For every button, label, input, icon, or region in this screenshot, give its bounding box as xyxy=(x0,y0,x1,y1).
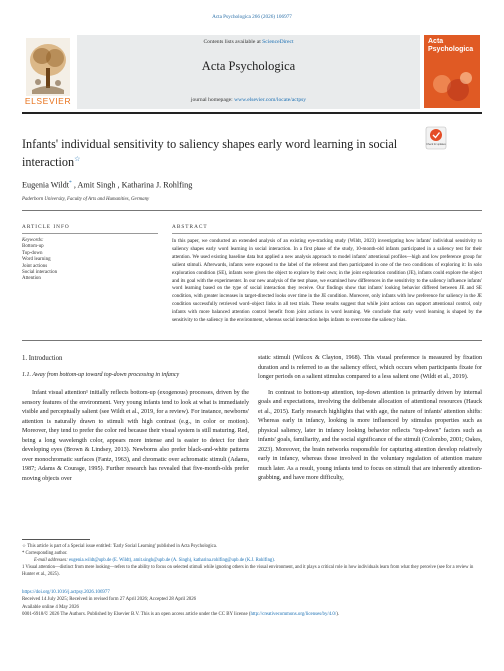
homepage-link[interactable]: www.elsevier.com/locate/actpsy xyxy=(234,97,307,103)
check-for-updates-icon[interactable] xyxy=(425,126,447,150)
email-addresses[interactable]: eugenia.wildt@upb.de (E. Wildt), amit.singh@upb.de (A. Singh), katharina.rohlfing@upb.de (K.J. Rohlfing). xyxy=(68,558,275,564)
footnotes xyxy=(22,543,482,578)
author-1-mark[interactable]: * xyxy=(69,180,72,186)
abstract-rule xyxy=(172,233,482,234)
keyword: Top-down xyxy=(22,250,43,256)
title-footnote-mark[interactable]: ☆ xyxy=(74,154,81,163)
check-updates-label: Check for updates xyxy=(426,143,446,146)
subsection-title: 1.1. Away from bottom-up toward top-down processing in infancy xyxy=(22,372,180,378)
cover-artwork xyxy=(430,70,474,104)
article-title-text: Infants' individual sensitivity to saliency shapes early word learning in social interaction xyxy=(22,137,398,169)
footnote-1: 1 Visual attention—distinct from mere looking—refers to the ability to focus on selected stimuli while ignoring others in the visual environment, and it plays a critical role in how individuals learn from what they perceive (see for a review in Hunter et al., 2025). xyxy=(22,565,474,578)
affiliation: Paderborn University, Faculty of Arts and Humanities, Germany xyxy=(22,197,150,202)
footnote-rule xyxy=(22,539,90,540)
email-label: E-mail addresses: xyxy=(34,558,69,564)
header-rule xyxy=(22,112,482,114)
keyword: Social interaction xyxy=(22,270,58,276)
received-dates: Received 14 July 2025; Received in revised form 27 April 2026; Accepted 28 April 2026 xyxy=(22,597,197,603)
cover-title-text: Acta Psychologica xyxy=(428,38,474,53)
publication-info xyxy=(22,589,482,619)
body-column-left xyxy=(22,389,249,484)
abstract-text: In this paper, we conducted an extended analysis of an existing eye-tracking study (Wildt, 2023) investigating how infants' individual sensitivity to saliency shapes early word learning in social interaction. In a first phase of the study, 10-month-old infants participated in a saliency test for their attention. We used existing baseline data but applied a new analysis approach to model infants' attentional profiles—high and low preference group for salient stimuli. Afterwards, infants were exposed to the label of the referent and then participated in one of the two conditions of exploring it: In solo exploration condition (SE), infants were given the object to explore by their own; in the joint exploration condition (JE), infants could explore the object and its goal with the experimenter. In our new analysis of the test phase, we examined how differences in the sensitivity to the saliency influence infants' word learning based on the type of social interaction they receive. Our findings show that infants' looking behavior differed between JE and SE condition, with greater increases in target-directed looks over time in the JE condition. Moreover, only infants with low preference for saliency in the JE condition successfully retrieved word–object links in all test trials. These results suggest that while joint actions can support attentional control, only infants with more balanced attention control benefit from joint actions in word learning. We conclude that early word learning is shaped by the sensitivity to the saliency in the environment, whereas social interaction helps infants to overcome the saliency bias. xyxy=(172,238,482,324)
article-title xyxy=(22,137,402,169)
footnote-corresponding: * Corresponding author. xyxy=(22,551,68,557)
journal-reference[interactable]: Acta Psychologica 266 (2026) 106977 xyxy=(212,14,292,20)
keywords-label: Keywords: xyxy=(22,238,44,243)
license-suffix: ). xyxy=(336,612,340,618)
footnote-emails xyxy=(22,557,482,564)
doi-link[interactable]: https://doi.org/10.1016/j.actpsy.2026.106977 xyxy=(22,590,110,595)
paragraph: In contrast to bottom-up attention, top-down attention is primarily driven by internal goals and expectations, involving the deliberate allocation of attentional resources (Hauck et al., 2015). Early research highlights that with age, the nature of infants' attention shifts: Whereas early in infancy, looking is more influenced by stimulus properties such as physical saliency, later in infancy looking behavior reflects "top-down" factors such as infants' goals, familiarity, and the social significance of the stimuli (Colombo, 2001; Oakes, 2023). Moreover, the brain networks responsible for capturing attention develop relatively early in infancy, whereas those involved in the voluntary regulation of attention mature much later. As a result, young infants tend to focus on stimuli that are inherently attention-grabbing, and have more difficulty, xyxy=(258,389,482,481)
license-prefix: 0001-6918/© 2026 The Authors. Published by Elsevier B.V. This is an open access article under the CC BY license ( xyxy=(22,612,251,618)
divider-bottom xyxy=(22,340,482,341)
body-column-right xyxy=(258,354,482,484)
author-list xyxy=(22,180,192,190)
keyword: Bottom-up xyxy=(22,244,44,250)
abstract-heading: ABSTRACT xyxy=(172,224,208,230)
divider-top xyxy=(22,210,482,211)
section-title: 1. Introduction xyxy=(22,355,63,362)
journal-homepage xyxy=(77,97,420,103)
contents-availability xyxy=(77,39,420,45)
license-link[interactable]: http://creativecommons.org/licenses/by/4.0/ xyxy=(250,612,337,618)
homepage-prefix: journal homepage: xyxy=(190,97,235,103)
author-1[interactable]: Eugenia Wildt xyxy=(22,180,70,190)
article-info-rule xyxy=(22,233,158,234)
paragraph: Infant visual attention¹ initially reflects bottom-up (exogenous) processes, driven by the sensory features of the environment. Very young infants tend to look at what is immediately visible and perceptually salient (see Wildt et al., 2019, for a review). For instance, newborns' attention is naturally drawn to stimuli with high contrast (e.g., in color or motion). Moreover, they tend to prefer the color red because their visual system is still maturing. Red, being a long wavelength color, appears more intense and is easier to detect for their developing eyes (Brown & Lindsey, 2013). Newborns also prefer black-and-white patterns over monochromatic surfaces (Fantz, 1963), and chromatic over achromatic stimuli (Adams, 1987; Adams & Courage, 1995). Further research has revealed that five-month-olds prefer moving objects over xyxy=(22,390,249,482)
license-line xyxy=(22,611,482,618)
available-online: Available online 4 May 2026 xyxy=(22,604,79,610)
keywords-block xyxy=(22,238,57,283)
journal-title[interactable]: Acta Psychologica xyxy=(201,59,296,73)
author-separator-1: , xyxy=(71,180,78,190)
sciencedirect-link[interactable]: ScienceDirect xyxy=(262,39,294,45)
elsevier-tree-logo xyxy=(26,38,70,96)
contents-prefix: Contents lists available at xyxy=(203,39,263,45)
paragraph: static stimuli (Wilcox & Clayton, 1968). This visual preference is measured by fixation duration and is referred to as the saliency effect, which occurs when participants fixate for longer periods on a salient stimulus compared to a less salient one (Wildt et al., 2019). xyxy=(258,355,482,380)
keyword: Word learning xyxy=(22,257,51,263)
cover-title xyxy=(428,38,476,54)
author-2[interactable]: Amit Singh xyxy=(77,180,116,190)
footnote-star: ☆ This article is part of a Special issue entitled: 'Early Social Learning' published in Acta Psychologica. xyxy=(22,544,217,549)
elsevier-logo-text: ELSEVIER xyxy=(24,96,72,106)
keyword: Joint actions xyxy=(22,263,48,269)
author-separator-2: , xyxy=(115,180,122,190)
article-info-heading: ARTICLE INFO xyxy=(22,224,70,230)
keyword: Attention xyxy=(22,276,41,282)
author-3[interactable]: Katharina J. Rohlfing xyxy=(121,180,193,190)
